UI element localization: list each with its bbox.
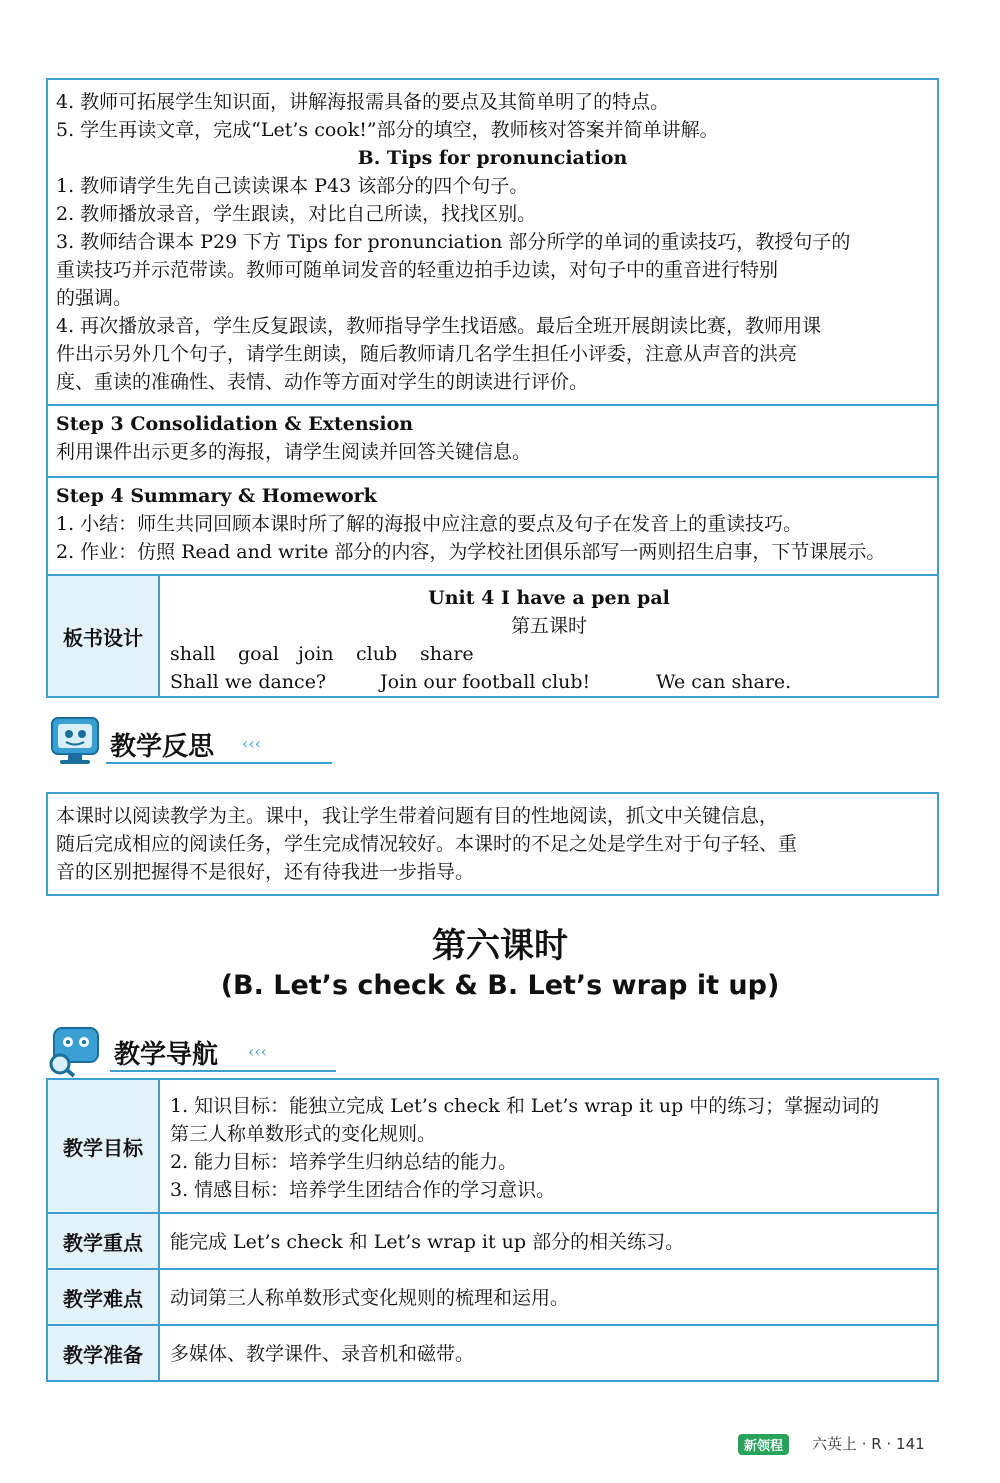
objective-line: 3. 情感目标：培养学生团结合作的学习意识。 (170, 1179, 556, 1201)
objective-line: 第三人称单数形式的变化规则。 (170, 1123, 437, 1145)
text-line: 1. 小结：师生共同回顾本课时所了解的海报中应注意的要点及句子在发音上的重读技巧。 (56, 513, 803, 535)
row-label-preparation: 教学准备 (48, 1326, 158, 1380)
row-label-key-points: 教学重点 (48, 1214, 158, 1268)
reflection-title: 教学反思 (110, 732, 215, 762)
guide-title: 教学导航 (114, 1040, 219, 1070)
step4-heading: Step 4 Summary & Homework (56, 485, 377, 507)
board-subtitle: 第五课时 (510, 615, 587, 637)
tips-heading: B. Tips for pronunciation (357, 147, 628, 169)
preparation-text: 多媒体、教学课件、录音机和磁带。 (170, 1343, 475, 1365)
board-word: club (356, 643, 398, 665)
lesson-title: 第六课时 (432, 926, 568, 966)
board-title: Unit 4 I have a pen pal (428, 587, 670, 609)
chevrons-icon: ‹‹‹ (248, 1042, 268, 1061)
text-line: 件出示另外几个句子，请学生朗读，随后教师请几名学生担任小评委，注意从声音的洪亮 (56, 343, 798, 365)
reflection-header (46, 722, 306, 766)
brand-badge: 新领程 (738, 1434, 789, 1455)
monitor-mascot-icon (46, 714, 106, 770)
divider (158, 1080, 160, 1380)
text-line: 3. 教师结合课本 P29 下方 Tips for pronunciation 部分所学的单词的重读技巧，教授句子的 (56, 231, 851, 253)
reflection-line: 音的区别把握得不是很好，还有待我进一步指导。 (56, 861, 475, 883)
text-line: 4. 再次播放录音，学生反复跟读，教师指导学生找语感。最后全班开展朗读比赛，教师用课 (56, 315, 822, 337)
row-label-objectives: 教学目标 (48, 1080, 158, 1212)
key-points-text: 能完成 Let’s check 和 Let’s wrap it up 部分的相关练习。 (170, 1231, 685, 1253)
text-line: 度、重读的准确性、表情、动作等方面对学生的朗读进行评价。 (56, 371, 589, 393)
reflection-line: 随后完成相应的阅读任务，学生完成情况较好。本课时的不足之处是学生对于句子轻、重 (56, 833, 798, 855)
guide-header (46, 1028, 306, 1072)
divider (46, 574, 939, 576)
text-line: 1. 教师请学生先自己读读课本 P43 该部分的四个句子。 (56, 175, 529, 197)
board-sentence: Join our football club! (380, 671, 591, 693)
divider (46, 1212, 939, 1214)
text-line: 2. 作业：仿照 Read and write 部分的内容，为学校社团俱乐部写一两则招生启事，下节课展示。 (56, 541, 886, 563)
objective-line: 1. 知识目标：能独立完成 Let’s check 和 Let’s wrap it up 中的练习；掌握动词的 (170, 1095, 880, 1117)
text-line: 重读技巧并示范带读。教师可随单词发音的轻重边拍手边读，对句子中的重音进行特别 (56, 259, 779, 281)
divider (46, 476, 939, 478)
step3-text: 利用课件出示更多的海报，请学生阅读并回答关键信息。 (56, 441, 532, 463)
title-underline (110, 1070, 336, 1072)
text-line: 的强调。 (56, 287, 133, 309)
text-line: 4. 教师可拓展学生知识面，讲解海报需具备的要点及其简单明了的特点。 (56, 91, 670, 113)
chevrons-icon: ‹‹‹ (242, 734, 262, 753)
board-word: goal (238, 643, 280, 665)
board-word: shall (170, 643, 216, 665)
divider (46, 404, 939, 406)
board-sentence: We can share. (656, 671, 792, 693)
text-line: 2. 教师播放录音，学生跟读，对比自己所读，找找区别。 (56, 203, 537, 225)
board-sentence: Shall we dance? (170, 671, 327, 693)
reflection-line: 本课时以阅读教学为主。课中，我让学生带着问题有目的性地阅读，抓文中关键信息， (56, 805, 779, 827)
board-word: share (420, 643, 474, 665)
step3-heading: Step 3 Consolidation & Extension (56, 413, 414, 435)
magnifier-mascot-icon (46, 1022, 110, 1078)
text-line: 5. 学生再读文章，完成“Let’s cook!”部分的填空，教师核对答案并简单讲解。 (56, 119, 719, 141)
lesson-subtitle: (B. Let’s check & B. Let’s wrap it up) (220, 970, 780, 1001)
objective-line: 2. 能力目标：培养学生归纳总结的能力。 (170, 1151, 518, 1173)
difficulties-text: 动词第三人称单数形式变化规则的梳理和运用。 (170, 1287, 570, 1309)
divider (46, 1268, 939, 1270)
board-label: 板书设计 (48, 576, 158, 696)
board-word: join (298, 643, 334, 665)
page-footer: 六英上 · R · 141 (812, 1435, 925, 1453)
title-underline (106, 762, 332, 764)
divider (46, 1324, 939, 1326)
row-label-difficulties: 教学难点 (48, 1270, 158, 1324)
